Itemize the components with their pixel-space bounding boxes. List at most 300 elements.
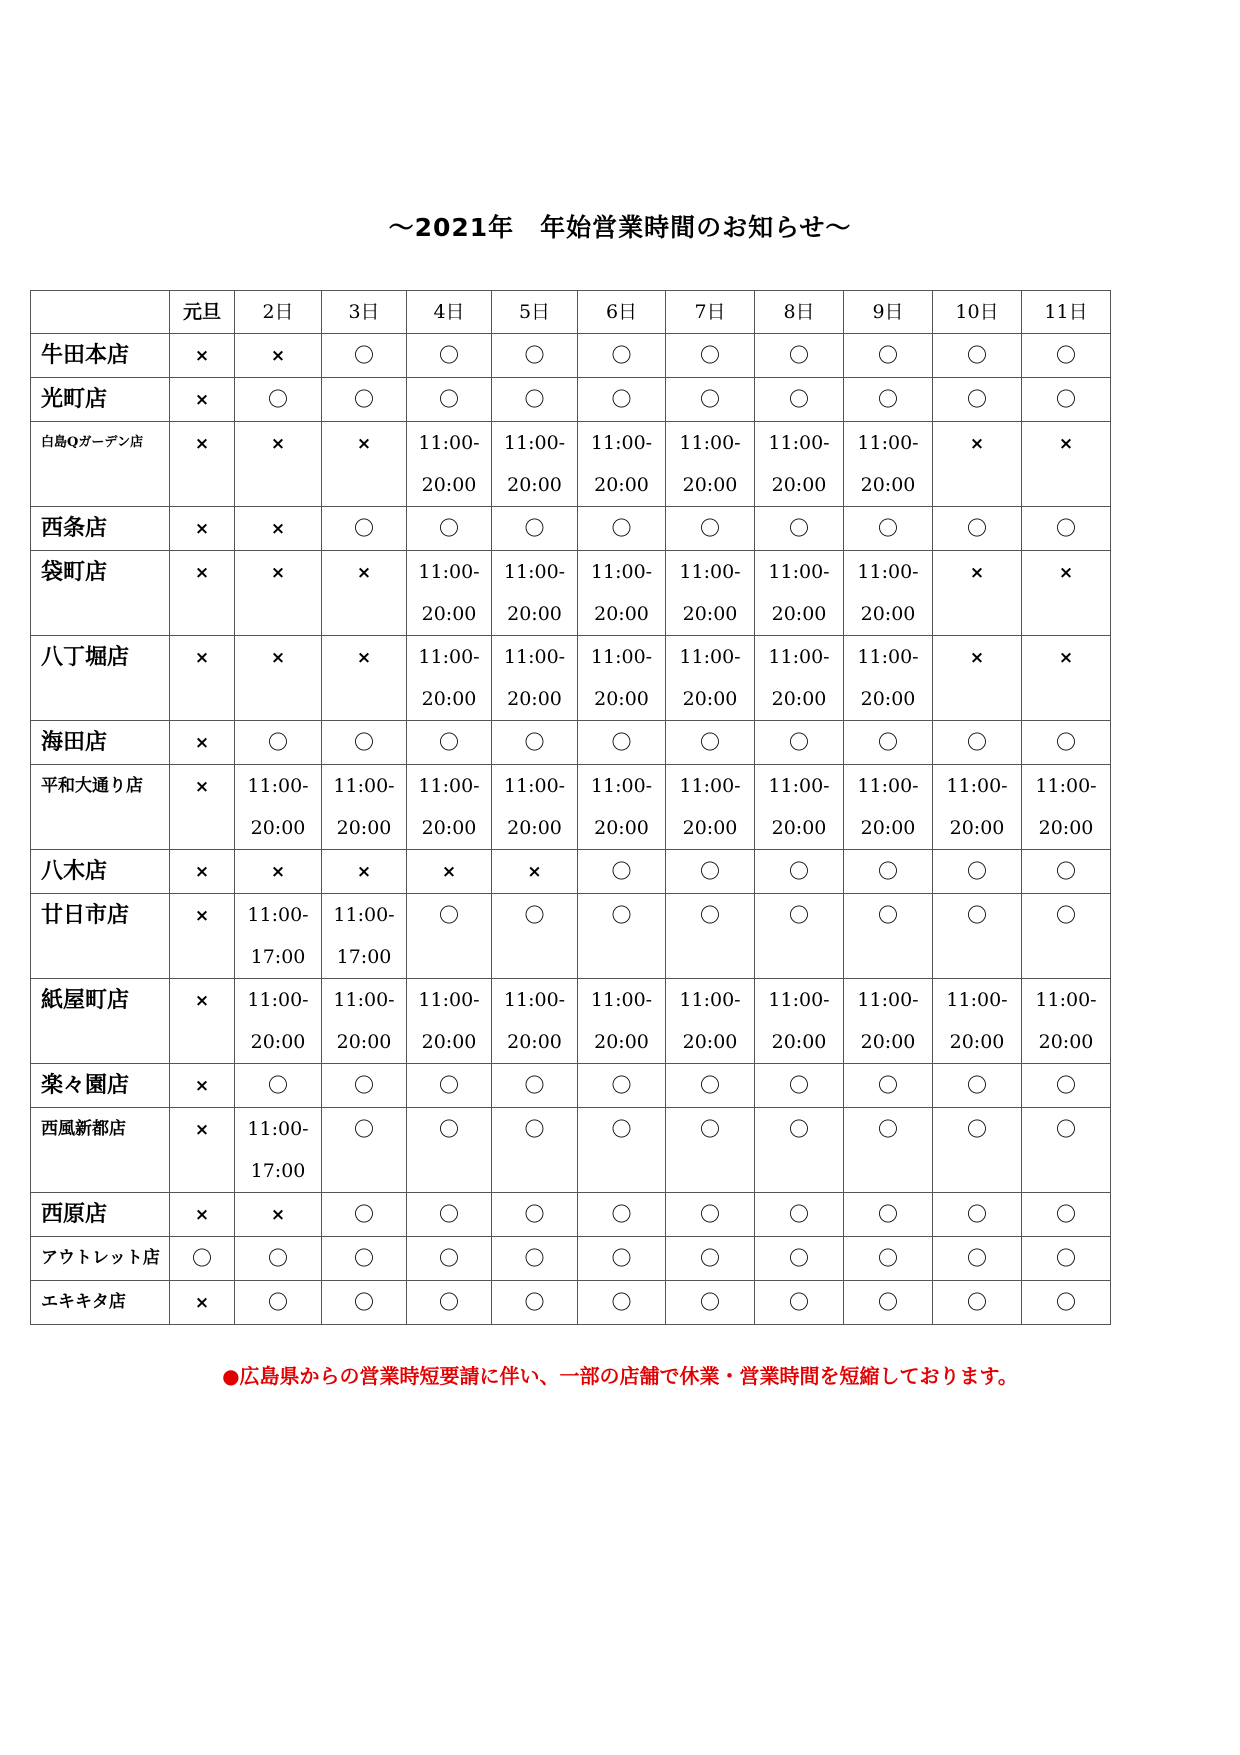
- open-mark: 〇: [878, 343, 898, 367]
- open-cell: [578, 850, 666, 894]
- open-mark: 〇: [789, 859, 809, 883]
- store-name: 袋町店: [31, 551, 170, 636]
- open-cell: [666, 1281, 755, 1325]
- open-cell: [235, 1281, 322, 1325]
- open-mark: 〇: [878, 903, 898, 927]
- open-mark: 〇: [967, 1246, 987, 1270]
- hours-text: 11:00- 20:00: [946, 775, 1008, 839]
- header-day-cell: 11日: [1022, 291, 1111, 334]
- open-cell: [407, 1281, 492, 1325]
- store-row: [31, 1108, 1111, 1193]
- hours-cell: [407, 979, 492, 1064]
- open-cell: [666, 1193, 755, 1237]
- open-mark: 〇: [789, 387, 809, 411]
- closed-cell: [235, 422, 322, 507]
- open-mark: 〇: [700, 1117, 720, 1141]
- open-cell: [666, 378, 755, 422]
- hours-text: 11:00- 20:00: [503, 646, 566, 710]
- open-cell: [1022, 1237, 1111, 1281]
- open-mark: 〇: [354, 516, 374, 540]
- open-mark: 〇: [700, 1073, 720, 1097]
- open-mark: 〇: [354, 1246, 374, 1270]
- open-mark: 〇: [439, 1290, 459, 1314]
- store-row: [31, 1237, 1111, 1281]
- closed-cell: [170, 1193, 235, 1237]
- open-mark: 〇: [439, 387, 459, 411]
- closed-mark: ×: [194, 777, 210, 797]
- open-mark: 〇: [439, 343, 459, 367]
- hours-cell: [755, 636, 844, 721]
- hours-cell: [933, 765, 1022, 850]
- hours-cell: [755, 979, 844, 1064]
- hours-cell: [407, 551, 492, 636]
- open-cell: [492, 894, 578, 979]
- open-mark: 〇: [1056, 1073, 1076, 1097]
- store-row: [31, 636, 1111, 721]
- closed-cell: [170, 850, 235, 894]
- hours-cell: [666, 765, 755, 850]
- hours-cell: [492, 551, 578, 636]
- hours-cell: [407, 765, 492, 850]
- closed-mark: ×: [194, 1205, 210, 1225]
- open-cell: [578, 334, 666, 378]
- open-mark: 〇: [1056, 343, 1076, 367]
- open-cell: [666, 850, 755, 894]
- open-cell: [578, 378, 666, 422]
- open-cell: [1022, 1108, 1111, 1193]
- open-mark: 〇: [878, 1290, 898, 1314]
- closed-mark: ×: [969, 563, 985, 583]
- hours-text: 11:00- 20:00: [768, 775, 830, 839]
- open-cell: [755, 1237, 844, 1281]
- closed-mark: ×: [356, 434, 372, 454]
- open-mark: 〇: [878, 730, 898, 754]
- open-cell: [844, 894, 933, 979]
- closed-cell: [170, 721, 235, 765]
- hours-text: 11:00- 20:00: [247, 989, 309, 1053]
- open-cell: [844, 850, 933, 894]
- closed-cell: [492, 850, 578, 894]
- hours-text: 11:00- 20:00: [590, 561, 653, 625]
- open-cell: [492, 1193, 578, 1237]
- closed-mark: ×: [194, 434, 210, 454]
- open-cell: [407, 1064, 492, 1108]
- hours-cell: [235, 1108, 322, 1193]
- open-cell: [844, 1237, 933, 1281]
- closed-cell: [170, 551, 235, 636]
- open-cell: [666, 894, 755, 979]
- open-cell: [844, 507, 933, 551]
- store-row: [31, 1281, 1111, 1325]
- header-day-cell: 3日: [322, 291, 407, 334]
- open-mark: 〇: [611, 516, 632, 540]
- hours-text: 11:00- 20:00: [857, 432, 919, 496]
- open-cell: [492, 378, 578, 422]
- open-mark: 〇: [700, 903, 720, 927]
- hours-text: 11:00- 20:00: [503, 561, 566, 625]
- open-mark: 〇: [878, 516, 898, 540]
- open-cell: [666, 334, 755, 378]
- open-mark: 〇: [524, 903, 545, 927]
- open-mark: 〇: [967, 730, 987, 754]
- open-mark: 〇: [611, 859, 632, 883]
- open-cell: [844, 378, 933, 422]
- open-mark: 〇: [268, 1246, 288, 1270]
- hours-text: 11:00- 20:00: [1035, 775, 1097, 839]
- closed-cell: [170, 979, 235, 1064]
- open-mark: 〇: [611, 1246, 632, 1270]
- hours-cell: [492, 765, 578, 850]
- closed-mark: ×: [194, 991, 210, 1011]
- closed-cell: [1022, 636, 1111, 721]
- open-cell: [933, 507, 1022, 551]
- closed-mark: ×: [270, 434, 286, 454]
- open-cell: [1022, 507, 1111, 551]
- hours-text: 11:00- 20:00: [418, 646, 480, 710]
- open-cell: [322, 1064, 407, 1108]
- open-mark: 〇: [967, 903, 987, 927]
- open-mark: 〇: [439, 903, 459, 927]
- closed-cell: [235, 507, 322, 551]
- open-mark: 〇: [354, 387, 374, 411]
- closure-notice: ●広島県からの営業時短要請に伴い、一部の店舗で休業・営業時間を短縮しております。: [222, 1364, 1018, 1388]
- open-cell: [322, 378, 407, 422]
- open-cell: [492, 507, 578, 551]
- open-cell: [492, 1281, 578, 1325]
- open-cell: [933, 1108, 1022, 1193]
- closed-mark: ×: [527, 862, 542, 882]
- closed-cell: [1022, 422, 1111, 507]
- store-name: 平和大通り店: [31, 765, 170, 850]
- hours-text: 11:00- 20:00: [768, 646, 830, 710]
- store-row: [31, 378, 1111, 422]
- open-cell: [492, 334, 578, 378]
- open-mark: 〇: [700, 730, 720, 754]
- open-cell: [235, 1064, 322, 1108]
- open-mark: 〇: [611, 1290, 632, 1314]
- open-cell: [666, 507, 755, 551]
- open-mark: 〇: [268, 387, 288, 411]
- open-mark: 〇: [789, 1290, 809, 1314]
- open-cell: [578, 1237, 666, 1281]
- open-cell: [407, 721, 492, 765]
- hours-text: 11:00- 20:00: [418, 775, 480, 839]
- closed-cell: [170, 507, 235, 551]
- open-mark: 〇: [1056, 859, 1076, 883]
- open-cell: [322, 1281, 407, 1325]
- open-cell: [755, 721, 844, 765]
- hours-cell: [844, 551, 933, 636]
- open-mark: 〇: [878, 1246, 898, 1270]
- closed-mark: ×: [270, 648, 286, 668]
- open-cell: [933, 721, 1022, 765]
- hours-cell: [666, 422, 755, 507]
- store-name: 西原店: [31, 1193, 170, 1237]
- hours-cell: [322, 765, 407, 850]
- store-name: 八丁堀店: [31, 636, 170, 721]
- store-row: [31, 551, 1111, 636]
- open-mark: 〇: [524, 1117, 545, 1141]
- open-cell: [1022, 378, 1111, 422]
- open-mark: 〇: [439, 1073, 459, 1097]
- open-mark: 〇: [524, 516, 545, 540]
- open-mark: 〇: [611, 1117, 632, 1141]
- store-row: [31, 1064, 1111, 1108]
- open-cell: [1022, 850, 1111, 894]
- open-cell: [666, 1064, 755, 1108]
- closed-mark: ×: [270, 563, 286, 583]
- open-mark: 〇: [611, 1073, 632, 1097]
- hours-cell: [407, 422, 492, 507]
- hours-cell: [407, 636, 492, 721]
- store-name: 西条店: [31, 507, 170, 551]
- open-cell: [578, 894, 666, 979]
- header-row: [31, 291, 1111, 334]
- hours-text: 11:00- 20:00: [857, 775, 919, 839]
- closed-mark: ×: [356, 862, 372, 882]
- open-mark: 〇: [700, 387, 720, 411]
- closed-mark: ×: [1058, 434, 1074, 454]
- hours-cell: [492, 979, 578, 1064]
- open-mark: 〇: [524, 343, 545, 367]
- header-day-cell: 7日: [666, 291, 755, 334]
- open-cell: [755, 1281, 844, 1325]
- open-cell: [322, 1108, 407, 1193]
- open-mark: 〇: [524, 1290, 545, 1314]
- open-cell: [1022, 1193, 1111, 1237]
- hours-text: 11:00- 20:00: [679, 646, 741, 710]
- hours-text: 11:00- 20:00: [679, 989, 741, 1053]
- open-cell: [844, 1108, 933, 1193]
- closed-mark: ×: [194, 1120, 210, 1140]
- hours-text: 11:00- 20:00: [590, 775, 653, 839]
- open-cell: [666, 1108, 755, 1193]
- open-mark: 〇: [354, 1290, 374, 1314]
- open-mark: 〇: [1056, 387, 1076, 411]
- open-mark: 〇: [700, 859, 720, 883]
- open-mark: 〇: [878, 859, 898, 883]
- open-cell: [755, 1108, 844, 1193]
- open-cell: [492, 1237, 578, 1281]
- schedule-table: [30, 290, 1111, 1325]
- open-mark: 〇: [268, 1073, 288, 1097]
- page-title: ～2021年 年始営業時間のお知らせ～: [388, 213, 852, 242]
- hours-cell: [755, 551, 844, 636]
- hours-text: 11:00- 20:00: [679, 561, 741, 625]
- open-cell: [578, 1108, 666, 1193]
- open-cell: [322, 334, 407, 378]
- open-cell: [322, 721, 407, 765]
- open-mark: 〇: [967, 859, 987, 883]
- open-mark: 〇: [789, 1202, 809, 1226]
- store-row: [31, 1193, 1111, 1237]
- closed-mark: ×: [356, 563, 372, 583]
- header-day-cell: 2日: [235, 291, 322, 334]
- store-row: [31, 721, 1111, 765]
- hours-cell: [235, 894, 322, 979]
- open-mark: 〇: [524, 1246, 545, 1270]
- store-name: 白島Qガーデン店: [31, 422, 170, 507]
- open-cell: [666, 1237, 755, 1281]
- closed-mark: ×: [194, 733, 210, 753]
- hours-cell: [578, 636, 666, 721]
- open-cell: [666, 721, 755, 765]
- closed-mark: ×: [194, 519, 210, 539]
- header-day-cell: 9日: [844, 291, 933, 334]
- open-mark: 〇: [354, 1202, 374, 1226]
- open-cell: [755, 1193, 844, 1237]
- open-cell: [235, 1237, 322, 1281]
- open-mark: 〇: [268, 730, 288, 754]
- store-name: 八木店: [31, 850, 170, 894]
- closed-mark: ×: [194, 862, 210, 882]
- open-cell: [492, 1108, 578, 1193]
- hours-cell: [1022, 765, 1111, 850]
- closed-mark: ×: [969, 434, 985, 454]
- store-name: 紙屋町店: [31, 979, 170, 1064]
- closed-cell: [322, 422, 407, 507]
- hours-cell: [666, 636, 755, 721]
- hours-text: 11:00- 20:00: [1035, 989, 1097, 1053]
- store-row: [31, 334, 1111, 378]
- store-name: 楽々園店: [31, 1064, 170, 1108]
- closed-mark: ×: [441, 862, 457, 882]
- open-mark: 〇: [439, 516, 459, 540]
- hours-cell: [235, 765, 322, 850]
- open-mark: 〇: [967, 516, 987, 540]
- open-mark: 〇: [700, 1246, 720, 1270]
- open-mark: 〇: [354, 343, 374, 367]
- closed-cell: [407, 850, 492, 894]
- hours-cell: [578, 422, 666, 507]
- open-mark: 〇: [878, 1202, 898, 1226]
- store-row: [31, 850, 1111, 894]
- open-mark: 〇: [439, 1117, 459, 1141]
- open-cell: [578, 1281, 666, 1325]
- open-cell: [578, 507, 666, 551]
- open-cell: [578, 1193, 666, 1237]
- hours-cell: [235, 979, 322, 1064]
- closed-mark: ×: [270, 519, 286, 539]
- open-mark: 〇: [878, 387, 898, 411]
- hours-cell: [666, 551, 755, 636]
- closed-mark: ×: [270, 346, 286, 366]
- open-mark: 〇: [439, 1202, 459, 1226]
- hours-cell: [492, 636, 578, 721]
- open-cell: [407, 1193, 492, 1237]
- hours-text: 11:00- 20:00: [590, 646, 653, 710]
- open-cell: [844, 1064, 933, 1108]
- header-day-cell: 6日: [578, 291, 666, 334]
- open-mark: 〇: [967, 1202, 987, 1226]
- open-cell: [407, 507, 492, 551]
- open-mark: 〇: [700, 1290, 720, 1314]
- hours-text: 11:00- 20:00: [768, 561, 830, 625]
- closed-cell: [170, 636, 235, 721]
- hours-text: 11:00- 20:00: [590, 989, 653, 1053]
- hours-text: 11:00- 17:00: [333, 904, 395, 968]
- open-cell: [492, 1064, 578, 1108]
- hours-text: 11:00- 20:00: [768, 989, 830, 1053]
- open-mark: 〇: [439, 1246, 459, 1270]
- closed-cell: [235, 636, 322, 721]
- open-mark: 〇: [789, 343, 809, 367]
- closed-mark: ×: [1058, 648, 1074, 668]
- store-name: アウトレット店: [31, 1237, 170, 1281]
- open-cell: [755, 850, 844, 894]
- hours-cell: [755, 422, 844, 507]
- hours-text: 11:00- 20:00: [590, 432, 653, 496]
- closed-cell: [170, 334, 235, 378]
- open-cell: [235, 721, 322, 765]
- hours-text: 11:00- 20:00: [503, 989, 566, 1053]
- closed-mark: ×: [356, 648, 372, 668]
- hours-cell: [578, 765, 666, 850]
- hours-text: 11:00- 20:00: [333, 775, 395, 839]
- open-mark: 〇: [700, 1202, 720, 1226]
- closed-mark: ×: [1058, 563, 1074, 583]
- closed-cell: [235, 334, 322, 378]
- hours-text: 11:00- 20:00: [247, 775, 309, 839]
- header-day-cell: 8日: [755, 291, 844, 334]
- hours-cell: [666, 979, 755, 1064]
- hours-text: 11:00- 20:00: [503, 432, 566, 496]
- header-day-cell: 4日: [407, 291, 492, 334]
- open-cell: [755, 894, 844, 979]
- open-cell: [492, 721, 578, 765]
- open-cell: [407, 1108, 492, 1193]
- open-mark: 〇: [524, 1073, 545, 1097]
- open-cell: [844, 334, 933, 378]
- open-cell: [322, 1193, 407, 1237]
- store-name: 光町店: [31, 378, 170, 422]
- hours-cell: [322, 979, 407, 1064]
- open-mark: 〇: [1056, 730, 1076, 754]
- open-mark: 〇: [354, 1117, 374, 1141]
- open-mark: 〇: [439, 730, 459, 754]
- closed-mark: ×: [194, 346, 210, 366]
- hours-text: 11:00- 20:00: [857, 561, 919, 625]
- open-mark: 〇: [611, 1202, 632, 1226]
- open-cell: [407, 334, 492, 378]
- open-cell: [933, 378, 1022, 422]
- open-mark: 〇: [700, 516, 720, 540]
- hours-text: 11:00- 20:00: [418, 561, 480, 625]
- store-name: 海田店: [31, 721, 170, 765]
- open-cell: [755, 334, 844, 378]
- open-cell: [755, 1064, 844, 1108]
- closed-cell: [170, 894, 235, 979]
- closed-cell: [322, 850, 407, 894]
- open-mark: 〇: [789, 903, 809, 927]
- closed-cell: [235, 850, 322, 894]
- open-mark: 〇: [789, 1117, 809, 1141]
- closed-mark: ×: [194, 1293, 210, 1313]
- hours-text: 11:00- 20:00: [333, 989, 395, 1053]
- closed-mark: ×: [194, 906, 210, 926]
- closed-cell: [235, 1193, 322, 1237]
- hours-text: 11:00- 20:00: [679, 432, 741, 496]
- open-cell: [933, 894, 1022, 979]
- open-mark: 〇: [789, 516, 809, 540]
- open-cell: [755, 378, 844, 422]
- open-mark: 〇: [1056, 1117, 1076, 1141]
- closed-cell: [170, 378, 235, 422]
- open-mark: 〇: [524, 730, 545, 754]
- store-name: 西風新都店: [31, 1108, 170, 1193]
- closed-mark: ×: [194, 563, 210, 583]
- open-cell: [933, 850, 1022, 894]
